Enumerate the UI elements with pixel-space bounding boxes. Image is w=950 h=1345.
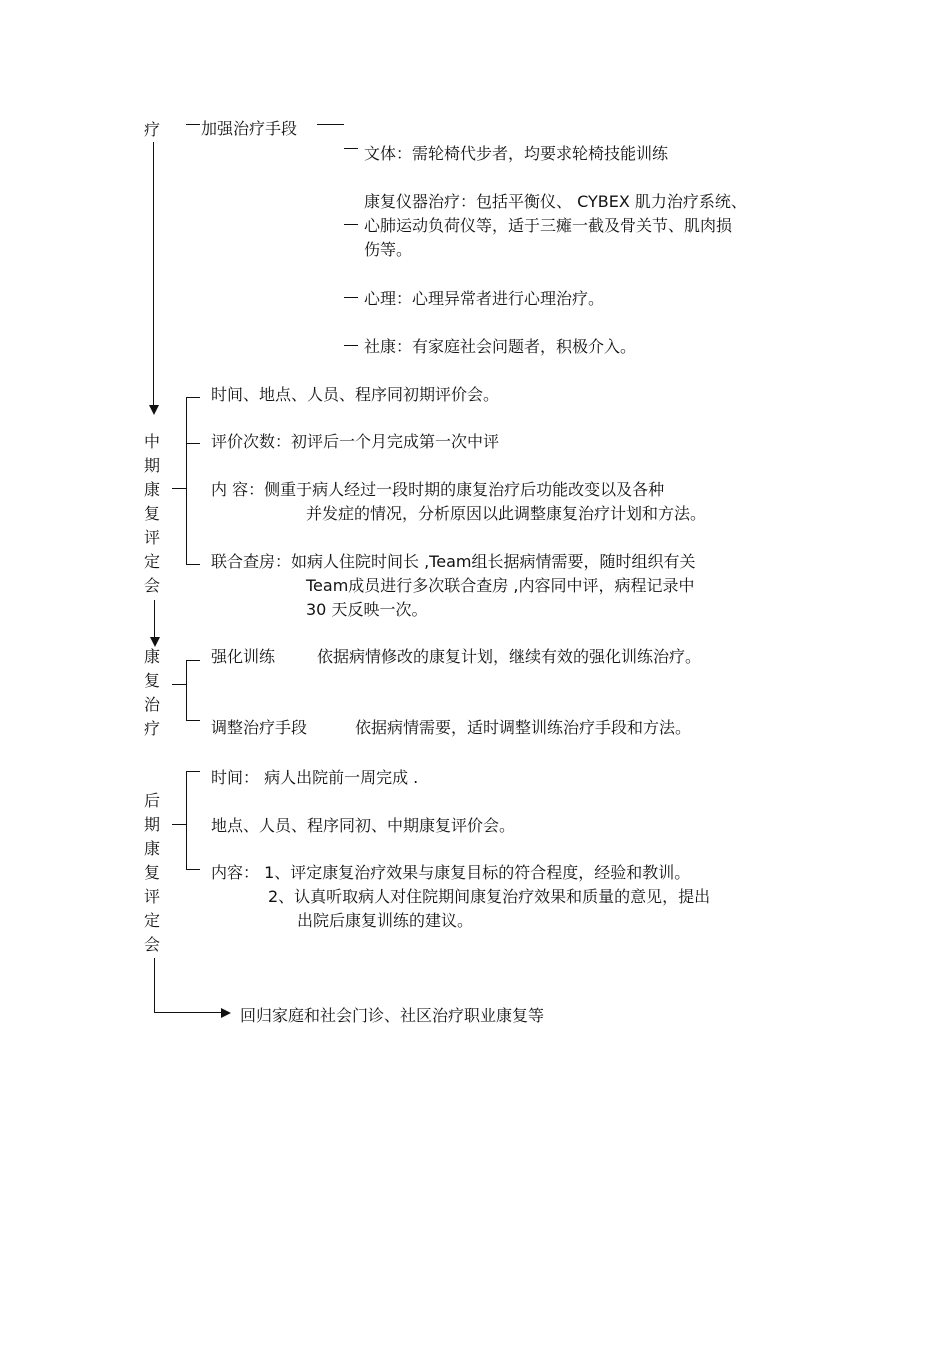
- mid-eval-char-1: 中: [143, 432, 160, 451]
- social-rehab-text: 社康：有家庭社会问题者，积极介入。: [364, 337, 637, 356]
- device-therapy-line-3: 伤等。: [364, 240, 413, 259]
- late-eval-tick-2: [186, 869, 200, 870]
- treatment-tick-2: [186, 720, 200, 721]
- treatment-char-1: 康: [143, 647, 160, 666]
- late-eval-char-7: 会: [143, 935, 160, 954]
- adjust-treatment-label: 调整治疗手段: [211, 718, 308, 737]
- late-eval-char-6: 定: [143, 911, 160, 930]
- flow-arrow-2-line: [154, 600, 155, 638]
- late-eval-char-5: 评: [143, 887, 160, 906]
- late-eval-char-1: 后: [143, 791, 160, 810]
- late-eval-place: 地点、人员、程序同初、中期康复评价会。: [211, 816, 516, 835]
- psychology-text: 心理：心理异常者进行心理治疗。: [364, 289, 605, 308]
- flow-arrow-1-head: [149, 405, 159, 415]
- top-stage-char: 疗: [143, 120, 160, 139]
- treatment-bracket: [186, 660, 187, 721]
- mid-eval-bracket: [186, 397, 187, 565]
- mid-eval-frequency: 评价次数：初评后一个月完成第一次中评: [211, 432, 500, 451]
- mid-eval-char-7: 会: [143, 576, 160, 595]
- return-home-text: 回归家庭和社会门诊、社区治疗职业康复等: [240, 1006, 545, 1025]
- treatment-char-4: 疗: [143, 719, 160, 738]
- late-eval-connector: [172, 824, 186, 825]
- treatment-char-2: 复: [143, 671, 160, 690]
- top-item-dash-2: [344, 224, 358, 225]
- mid-eval-content-line-1: 内 容：侧重于病人经过一段时期的康复治疗后功能改变以及各种: [211, 480, 665, 499]
- mid-eval-char-3: 康: [143, 480, 160, 499]
- late-eval-char-2: 期: [143, 815, 160, 834]
- final-arrow-horizontal: [154, 1012, 222, 1013]
- top-connector-line: [317, 124, 344, 125]
- late-eval-content-line-2: 2、认真听取病人对住院期间康复治疗效果和质量的意见，提出: [268, 887, 711, 906]
- mid-eval-char-6: 定: [143, 552, 160, 571]
- late-eval-tick-1: [186, 771, 200, 772]
- late-eval-content-line-3: 出院后康复训练的建议。: [297, 911, 474, 930]
- intensive-training-desc: 依据病情修改的康复计划，继续有效的强化训练治疗。: [317, 647, 702, 666]
- treatment-char-3: 治: [143, 695, 160, 714]
- late-eval-char-4: 复: [143, 863, 160, 882]
- device-therapy-line-1: 康复仪器治疗：包括平衡仪、 CYBEX 肌力治疗系统、: [364, 192, 747, 211]
- late-eval-time: 时间： 病人出院前一周完成 .: [211, 768, 419, 787]
- mid-eval-char-2: 期: [143, 456, 160, 475]
- adjust-treatment-desc: 依据病情需要，适时调整训练治疗手段和方法。: [355, 718, 692, 737]
- mid-eval-connector: [172, 488, 186, 489]
- treatment-tick-1: [186, 660, 200, 661]
- top-item-dash-1: [344, 148, 358, 149]
- joint-rounds-line-2: Team成员进行多次联合查房 ,内容同中评，病程记录中: [306, 576, 695, 595]
- mid-eval-time-place: 时间、地点、人员、程序同初期评价会。: [211, 385, 500, 404]
- final-arrow-head: [221, 1008, 231, 1018]
- mid-eval-tick-2: [186, 443, 200, 444]
- final-arrow-vertical: [154, 958, 155, 1013]
- joint-rounds-line-3: 30 天反映一次。: [306, 600, 428, 619]
- mid-eval-tick-3: [186, 564, 200, 565]
- mid-eval-char-4: 复: [143, 504, 160, 523]
- intensive-training-label: 强化训练: [211, 647, 276, 666]
- mid-eval-content-line-2: 并发症的情况，分析原因以此调整康复治疗计划和方法。: [306, 504, 707, 523]
- mid-eval-tick-1: [186, 397, 200, 398]
- flow-arrow-1-line: [153, 142, 154, 407]
- late-eval-bracket: [186, 771, 187, 870]
- late-eval-content-line-1: 内容： 1、评定康复治疗效果与康复目标的符合程度，经验和教训。: [211, 863, 691, 882]
- top-item-dash-4: [344, 345, 358, 346]
- top-item-dash-3: [344, 297, 358, 298]
- late-eval-char-3: 康: [143, 839, 160, 858]
- sports-therapy-text: 文体：需轮椅代步者，均要求轮椅技能训练: [364, 144, 669, 163]
- mid-eval-char-5: 评: [143, 528, 160, 547]
- treatment-connector: [172, 684, 186, 685]
- strengthen-treatment-label: 加强治疗手段: [201, 119, 298, 138]
- top-branch-line: [186, 124, 200, 125]
- device-therapy-line-2: 心肺运动负荷仪等，适于三瘫一截及骨关节、肌肉损: [364, 216, 733, 235]
- joint-rounds-line-1: 联合查房：如病人住院时间长 ,Team组长据病情需要，随时组织有关: [211, 552, 696, 571]
